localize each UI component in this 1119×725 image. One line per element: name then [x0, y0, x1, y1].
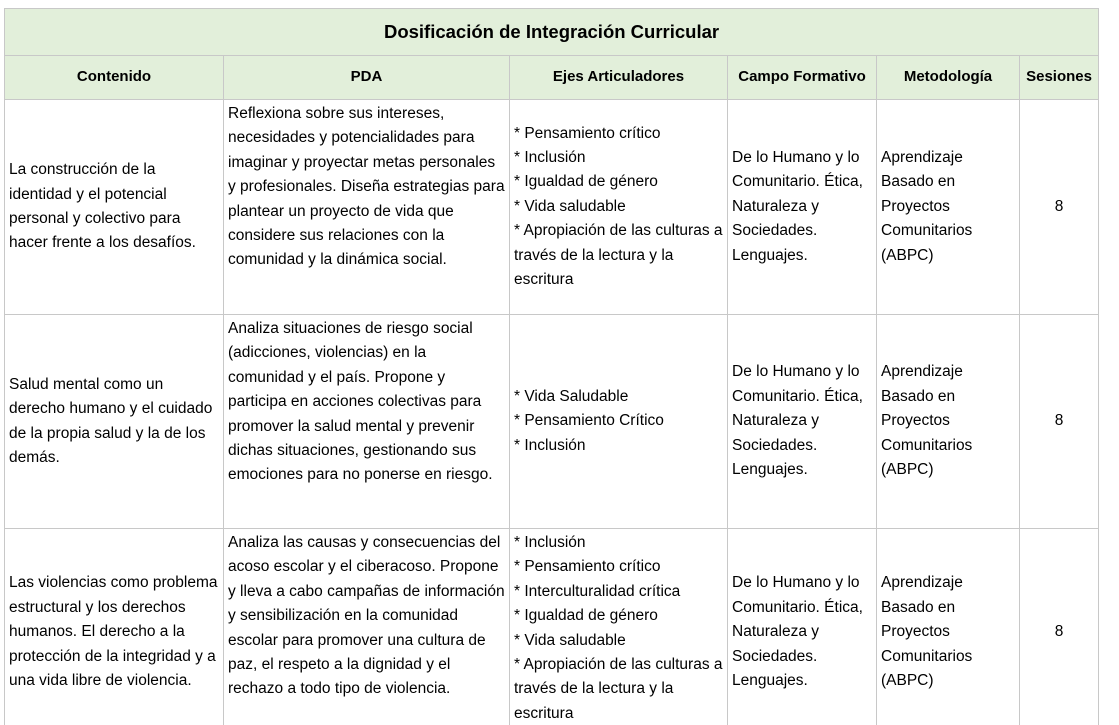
header-pda[interactable]: PDA — [224, 56, 510, 100]
eje-item: * Interculturalidad crítica — [514, 582, 681, 600]
cell-ejes[interactable] — [510, 315, 728, 529]
cell-ejes[interactable] — [510, 100, 728, 315]
table-row — [5, 100, 1099, 315]
cell-pda[interactable]: Reflexiona sobre sus intereses, necesidades y potencialidades para imaginar y proyectar metas personales y profesionales. Diseña estrategias para plantear un proyecto de vida que considere sus relaciones con la comunidad y la dinámica social. — [224, 100, 510, 315]
table-row — [5, 529, 1099, 725]
header-sesiones[interactable]: Sesiones — [1020, 56, 1099, 100]
cell-campo[interactable]: De lo Humano y lo Comunitario. Ética, Naturaleza y Sociedades. Lenguajes. — [728, 100, 877, 315]
eje-item: * Vida Saludable — [514, 387, 629, 405]
eje-item: * Apropiación de las culturas a través de la lectura y la escritura — [514, 656, 723, 722]
header-campo[interactable]: Campo Formativo — [728, 56, 877, 100]
eje-item: * Inclusión — [514, 534, 586, 551]
cell-metodologia[interactable]: Aprendizaje Basado en Proyectos Comunitarios (ABPC) — [877, 529, 1020, 725]
cell-sesiones[interactable]: 8 — [1020, 100, 1099, 315]
header-contenido[interactable]: Contenido — [5, 56, 224, 100]
table-row — [5, 315, 1099, 529]
cell-contenido[interactable]: Salud mental como un derecho humano y el cuidado de la propia salud y la de los demás. — [5, 315, 224, 529]
eje-item: * Vida saludable — [514, 631, 626, 649]
eje-item: * Igualdad de género — [514, 173, 658, 191]
curriculum-table — [4, 8, 1099, 725]
curriculum-table-container — [4, 8, 1098, 725]
header-metodologia[interactable]: Metodología — [877, 56, 1020, 100]
eje-item: * Igualdad de género — [514, 607, 658, 625]
title-row — [5, 9, 1099, 56]
table-title[interactable]: Dosificación de Integración Curricular — [5, 9, 1099, 56]
eje-item: * Pensamiento Crítico — [514, 412, 664, 430]
eje-item: * Pensamiento crítico — [514, 558, 661, 576]
eje-item: * Vida saludable — [514, 197, 626, 215]
cell-campo[interactable]: De lo Humano y lo Comunitario. Ética, Naturaleza y Sociedades. Lenguajes. — [728, 315, 877, 529]
eje-item: * Inclusión — [514, 148, 586, 166]
header-ejes[interactable]: Ejes Articuladores — [510, 56, 728, 100]
cell-pda[interactable]: Analiza las causas y consecuencias del acoso escolar y el ciberacoso. Propone y lleva a cabo campañas de información y sensibilización en la comunidad escolar para promover una cultura de paz, el respeto a la dignidad y el rechazo a todo tipo de violencia. — [224, 529, 510, 725]
cell-metodologia[interactable]: Aprendizaje Basado en Proyectos Comunitarios (ABPC) — [877, 100, 1020, 315]
cell-contenido[interactable]: Las violencias como problema estructural y los derechos humanos. El derecho a la protección de la integridad y a una vida libre de violencia. — [5, 529, 224, 725]
cell-pda[interactable]: Analiza situaciones de riesgo social (adicciones, violencias) en la comunidad y el país. Propone y participa en acciones colectivas para promover la salud mental y prevenir dichas situaciones, gestionando sus emociones para no ponerse en riesgo. — [224, 315, 510, 529]
eje-item: * Inclusión — [514, 436, 586, 454]
cell-metodologia[interactable]: Aprendizaje Basado en Proyectos Comunitarios (ABPC) — [877, 315, 1020, 529]
cell-campo[interactable]: De lo Humano y lo Comunitario. Ética, Naturaleza y Sociedades. Lenguajes. — [728, 529, 877, 725]
header-row — [5, 56, 1099, 100]
cell-ejes[interactable] — [510, 529, 728, 725]
eje-item: * Pensamiento crítico — [514, 124, 661, 142]
cell-sesiones[interactable]: 8 — [1020, 315, 1099, 529]
cell-contenido[interactable]: La construcción de la identidad y el potencial personal y colectivo para hacer frente a los desafíos. — [5, 100, 224, 315]
eje-item: * Apropiación de las culturas a través de la lectura y la escritura — [514, 222, 723, 289]
cell-sesiones[interactable]: 8 — [1020, 529, 1099, 725]
